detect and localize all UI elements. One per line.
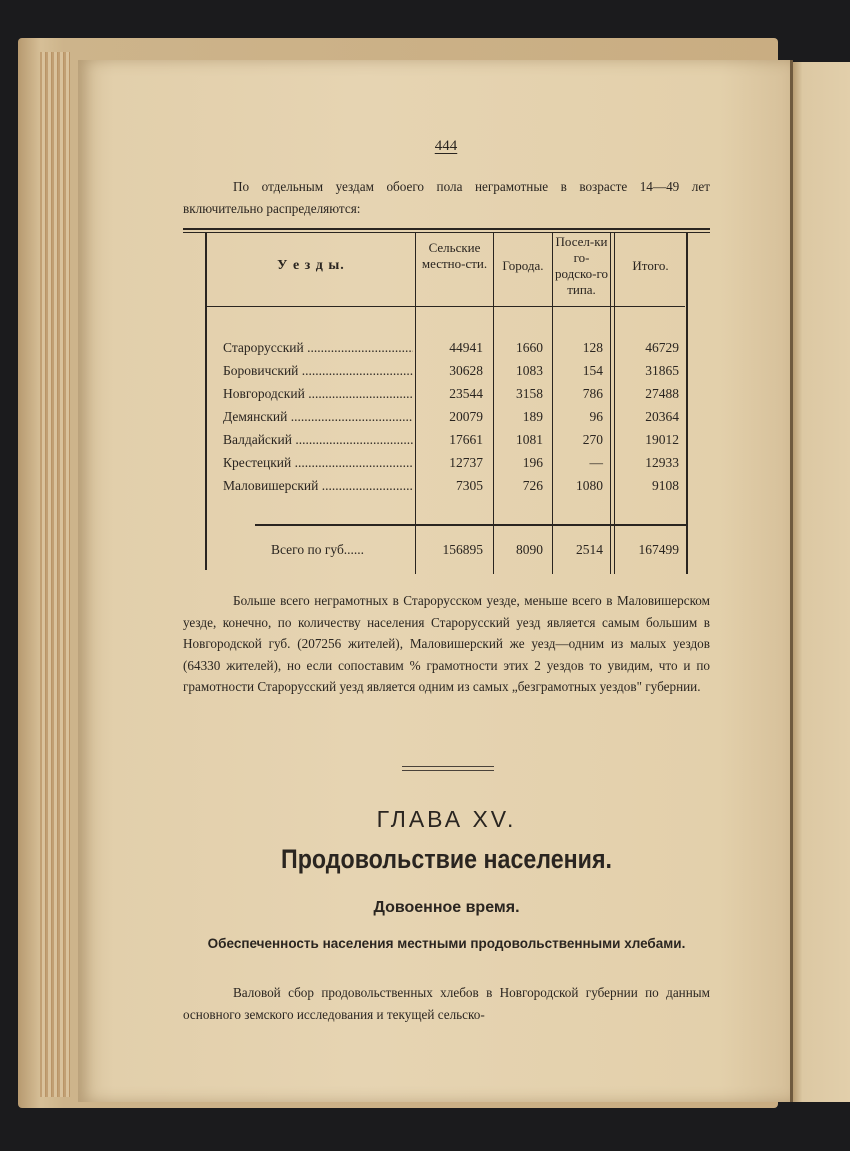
district-name: Крестецкий ..... bbox=[223, 455, 413, 471]
analysis-paragraph: Больше всего неграмотных в Старорусском уезде, меньше всего в Маловишерском уезде, конечно, по количеству населения Старорусский уезд является самым большим в Новгородской губ. (207256 жителей), Маловишерский же уезд—одним из малых уездов (64330 жителей), но если сопоставим % грамотности этих 2 уездов то увидим, что и по грамотности Старорусский уезд является одним из самых „безграмотных уездов" губернии. bbox=[183, 593, 710, 694]
table-top-rule bbox=[183, 228, 710, 230]
total-settlements: 2514 bbox=[576, 542, 603, 557]
facing-page bbox=[792, 62, 850, 1102]
illiteracy-table bbox=[183, 228, 710, 573]
settlements-value: 128 bbox=[582, 340, 603, 355]
rural-value: 23544 bbox=[449, 386, 483, 401]
section-divider-bottom bbox=[402, 770, 494, 771]
cities-value: 726 bbox=[522, 478, 543, 493]
cities-value: 1081 bbox=[516, 432, 543, 447]
table-right-rule bbox=[686, 232, 688, 574]
cities-value: 1083 bbox=[516, 363, 543, 378]
header-total: Итого. bbox=[632, 258, 669, 273]
district-name: Боровичский ..... bbox=[223, 363, 413, 379]
district-name: Маловишерский ..... bbox=[223, 478, 413, 494]
settlements-value: 270 bbox=[582, 432, 603, 447]
chapter-number: ГЛАВА XV. bbox=[376, 806, 517, 832]
rural-value: 44941 bbox=[449, 340, 483, 355]
district-name: Демянский ..... bbox=[223, 409, 413, 425]
header-settlements: Посел-ки го-родско-го типа. bbox=[554, 234, 608, 297]
district-name: Новгородский ..... bbox=[223, 386, 413, 402]
section-divider-top bbox=[402, 766, 494, 767]
table-left-rule bbox=[205, 232, 207, 570]
subsection-title: Обеспеченность населения местными продовольственными хлебами. bbox=[207, 936, 686, 951]
table-top-rule-2 bbox=[183, 232, 710, 233]
total-value: 12933 bbox=[645, 455, 679, 470]
total-value: 31865 bbox=[645, 363, 679, 378]
intro-paragraph: По отдельным уездам обоего пола неграмотные в возрасте 14—49 лет включительно распределяются: bbox=[183, 179, 710, 216]
section-title: Довоенное время. bbox=[373, 899, 520, 916]
settlements-value: 96 bbox=[589, 409, 603, 424]
total-value: 9108 bbox=[652, 478, 679, 493]
total-overall: 167499 bbox=[638, 542, 679, 557]
cities-value: 196 bbox=[522, 455, 543, 470]
rural-value: 17661 bbox=[449, 432, 483, 447]
chapter-title: Продовольствие населения. bbox=[281, 844, 612, 874]
page-edges bbox=[40, 52, 70, 1097]
final-paragraph: Валовой сбор продовольственных хлебов в Новгородской губернии по данным основного земского исследования и текущей сельско- bbox=[183, 985, 710, 1022]
total-value: 27488 bbox=[645, 386, 679, 401]
header-districts: У е з д ы. bbox=[277, 258, 345, 273]
settlements-value: 786 bbox=[582, 386, 603, 401]
total-value: 19012 bbox=[645, 432, 679, 447]
cities-value: 1660 bbox=[516, 340, 543, 355]
rural-value: 12737 bbox=[449, 455, 483, 470]
rural-value: 30628 bbox=[449, 363, 483, 378]
settlements-value: 154 bbox=[582, 363, 603, 378]
total-value: 20364 bbox=[645, 409, 679, 424]
col-rule-4a bbox=[610, 232, 611, 574]
cities-value: 189 bbox=[522, 409, 543, 424]
col-rule-4b bbox=[614, 232, 615, 574]
total-rule bbox=[255, 524, 687, 526]
rural-value: 7305 bbox=[456, 478, 483, 493]
header-cities: Города. bbox=[502, 258, 544, 273]
col-rule-2 bbox=[493, 232, 494, 574]
district-name: Старорусский ..... bbox=[223, 340, 413, 356]
header-rural: Сельские местно-сти. bbox=[421, 240, 488, 271]
total-label: Всего по губ...... bbox=[271, 542, 365, 557]
total-value: 46729 bbox=[645, 340, 679, 355]
total-cities: 8090 bbox=[516, 542, 543, 557]
rural-value: 20079 bbox=[449, 409, 483, 424]
cities-value: 3158 bbox=[516, 386, 543, 401]
header-rule bbox=[205, 306, 685, 307]
page-number: 444 bbox=[434, 138, 458, 154]
district-name: Валдайский ..... bbox=[223, 432, 413, 448]
col-rule-1 bbox=[415, 232, 416, 574]
settlements-value: — bbox=[589, 455, 603, 470]
total-rural: 156895 bbox=[442, 542, 483, 557]
settlements-value: 1080 bbox=[576, 478, 603, 493]
